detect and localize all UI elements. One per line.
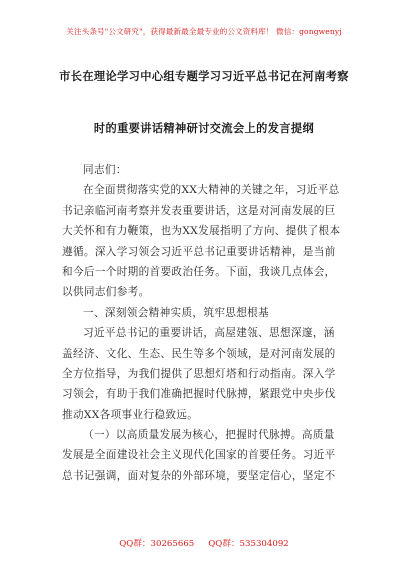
paragraph-line: 和今后一个时期的首要政治任务。下面，我谈几点体会， <box>62 265 336 278</box>
document-body <box>62 160 348 486</box>
footer-qq-group-2: QQ群：535304092 <box>208 539 289 549</box>
paragraph-line: 书记亲临河南考察并发表重要讲话，这是对河南发展的巨 <box>62 204 336 217</box>
paragraph-line: 遵循。深入学习领会习近平总书记重要讲话精神，是当前 <box>62 245 336 258</box>
paragraph-line: 发展是全面建设社会主义现代化国家的首要任务。习近平 <box>62 449 336 462</box>
paragraph-line: 大关怀和有力鞭策，也为XX发展指明了方向、提供了根本 <box>62 225 341 238</box>
salutation: 同志们： <box>83 164 127 176</box>
paragraph-line: 盖经济、文化、生态、民生等多个领域，是对河南发展的 <box>62 347 336 360</box>
footer-qq-group-1: QQ群：30265665 <box>119 539 195 549</box>
document-title-line-1: 市长在理论学习中心组专题学习习近平总书记在河南考察 <box>59 69 349 83</box>
paragraph-line: 习领会，有助于我们准确把握时代脉搏，紧跟党中央步伐 <box>62 388 336 401</box>
footer-contact <box>0 537 408 549</box>
paragraph-line: 推动XX各项事业行稳致远。 <box>62 408 199 421</box>
header-promo-note: 关注头条号"公文研究"，获得最新最全最专业的公文资料库！ 微信：gongwenyj <box>66 27 342 36</box>
paragraph-line: 在全面贯彻落实党的XX大精神的关键之年，习近平总 <box>83 184 340 197</box>
paragraph-line: 习近平总书记的重要讲话，高屋建瓴、思想深邃，涵 <box>83 327 335 340</box>
section-heading: 一、深刻领会精神实质，筑牢思想根基 <box>83 306 270 319</box>
document-title-line-2: 时的重要讲话精神研讨交流会上的发言提纲 <box>93 121 315 135</box>
subsection-line: （一）以高质量发展为核心，把握时代脉搏。高质量 <box>83 429 335 442</box>
paragraph-line: 以供同志们参考。 <box>62 286 150 299</box>
paragraph-line: 全方位指导，为我们提供了思想灯塔和行动指南。深入学 <box>62 367 336 380</box>
paragraph-line: 总书记强调，面对复杂的外部环境，要坚定信心，坚定不 <box>62 469 336 482</box>
